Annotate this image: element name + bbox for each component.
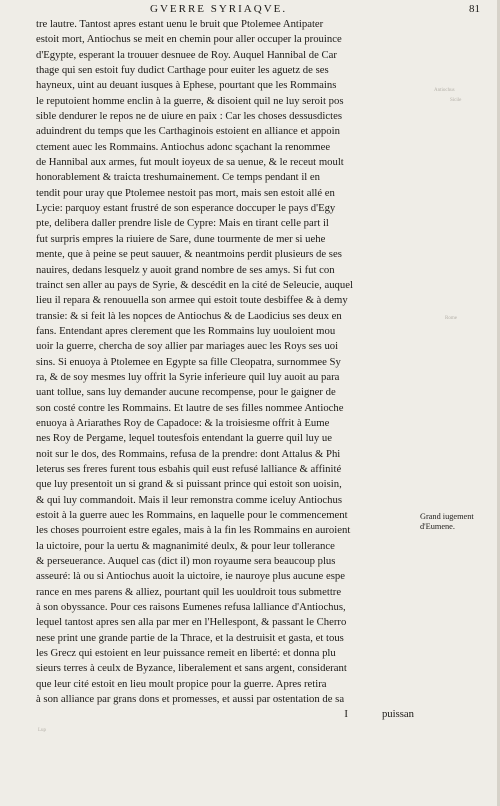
text-line: lequel tantost apres sen alla par mer en l'Hellespont, & passant le Cherro	[36, 616, 347, 629]
text-line: sieurs terres à ceulx de Byzance, liberalement et sans argent, considerant	[36, 662, 347, 675]
text-line: & perseuerance. Auquel cas (dict il) mon royaume sera beaucoup plus	[36, 555, 336, 568]
text-line: thage qui sen estoit fuy dudict Carthage pour euiter les aguetz de ses	[36, 64, 329, 77]
text-line: rance en mes parens & alliez, pourtant quil les uouldroit tous submettre	[36, 585, 342, 598]
page-number: 81	[469, 3, 480, 15]
text-line: trainct sen aller au pays de Syrie, & descédit en la cité de Seleucie, auquel	[36, 278, 353, 291]
text-line: que leur cité estoit en lieu moult propice pour la guerre. Apres retira	[36, 677, 327, 690]
text-line: les choses pourroient estre egales, mais à la fin les Rommains en auroient	[36, 524, 351, 537]
text-line: de Hannibal aux armes, fut moult ioyeux de sa uenue, & le receut moult	[36, 156, 344, 169]
text-line: ra, & de soy mesmes luy offrit la Syrie inferieure quil luy auoit au para	[36, 370, 340, 383]
text-line: estoit mort, Antiochus se meit en chemin pour aller occuper la prouince	[36, 33, 342, 46]
catchword: puissan	[381, 708, 414, 721]
running-title: GVERRE SYRIAQVE.	[150, 3, 288, 15]
text-line: d'Egypte, esperant la trouuer desnuee de Roy. Auquel Hannibal de Car	[36, 48, 337, 61]
text-line: son costé contre les Rommains. Et lautre de ses filles nommee Antioche	[36, 401, 344, 414]
signature-mark: I	[344, 708, 348, 721]
text-line: uoir la guerre, chercha de soy allier par mariages auec les Roys ses uoi	[36, 340, 339, 353]
text-line: uant tollue, sans luy demander aucune recompense, pour le gaigner de	[36, 386, 336, 399]
text-line: à son alliance par grans dons et promesses, et aussi par ostentation de sa	[36, 693, 345, 706]
text-line: tendit pour uray que Ptolemee nestoit pas mort, mais sen estoit allé en	[36, 186, 335, 199]
text-line: tre lautre. Tantost apres estant uenu le bruit que Ptolemee Antipater	[36, 18, 324, 30]
text-line: lieu il repara & renouuella son armee qui estoit toute desbiffee & à demy	[36, 294, 348, 307]
bleed-through-text: Rome	[445, 316, 457, 321]
text-line: nese print une grande partie de la Thrace, et la destruisit et gasta, et tous	[36, 631, 344, 644]
text-line: transie: & si feit là les nopces de Antiochus & de Laodicius ses deux en	[36, 309, 342, 322]
catchword-line	[36, 707, 420, 722]
text-line: estoit à la guerre auec les Rommains, en laquelle pour le commencement	[36, 509, 348, 521]
text-line: sins. Si enuoya à Ptolemee en Egypte sa fille Cleopatra, surnommee Sy	[36, 355, 341, 368]
text-line: Lycie: parquoy estant frustré de son esperance doccuper le pays d'Egy	[36, 202, 336, 215]
text-line: que luy presentoit un si grand & si puissant prince qui estoit son uoisin,	[36, 478, 342, 491]
text-line: hayneux, uint au deuant iusques à Ephese, pourtant que les Rommains	[36, 79, 337, 92]
running-header	[150, 3, 480, 17]
text-line: pte, delibera daller prendre lisle de Cypre: Mais en tirant celle part il	[36, 217, 329, 230]
text-line: honorablement & traicta treshumainement. Ce temps pendant il en	[36, 171, 321, 184]
text-line: mente, que à peine se peut sauuer, & neantmoins perdit plusieurs de ses	[36, 248, 342, 261]
text-line: leterus ses freres furent tous esbahis quil eust refusé lalliance & affinité	[36, 462, 342, 475]
text-line: & qui luy commandoit. Mais il leur remonstra comme iceluy Antiochus	[36, 493, 343, 506]
text-line: sible dendurer le repos ne de uiure en paix : Car les choses dessusdictes	[36, 110, 342, 123]
text-line: asseuré: là ou si Antiochus auoit la uictoire, ie nauroye plus aucune espe	[36, 570, 345, 583]
text-line: noit sur le dos, des Rommains, refusa de la prendre: dont Attalus & Phi	[36, 447, 341, 460]
text-line: fans. Entendant apres clerement que les Rommains luy uouloient mou	[36, 324, 336, 337]
text-line: nes Roy de Pergame, lequel toutesfois entendant la guerre quil luy ue	[36, 432, 333, 445]
text-line: à son obyssance. Pour ces raisons Eumenes refusa lalliance d'Antiochus,	[36, 601, 346, 614]
main-text	[36, 17, 420, 723]
text-line: enuoya à Ariarathes Roy de Capadoce: & la troisiesme offrit à Eume	[36, 416, 330, 429]
text-line: aduindrent du temps que les Carthaginois estoient en alliance et appoin	[36, 125, 340, 138]
text-line: ctement auec les Rommains. Antiochus adonc sçachant la renommee	[36, 140, 331, 153]
text-line: les Grecz qui estoient en leur puissance remeit en liberté: et donna plu	[36, 647, 336, 660]
text-line: nauires, dedans lesquelz y auoit grand nombre de ses amys. Si fut con	[36, 263, 335, 276]
bleed-through-text: Sicile	[450, 98, 462, 103]
bleed-through-text: Lup	[38, 728, 47, 733]
text-line: fut surpris empres la riuiere de Sare, dune tourmente de mer si uehe	[36, 232, 326, 245]
margin-note: Grand iugement d'Eumene.	[420, 512, 474, 531]
text-line: le reputoient homme enclin à la guerre, & disoient quil ne luy seroit pos	[36, 94, 344, 107]
text-line: la uictoire, pour la uertu & magnanimité deulx, & pour leur tollerance	[36, 539, 335, 552]
bleed-through-text: Antiochus	[434, 88, 455, 93]
